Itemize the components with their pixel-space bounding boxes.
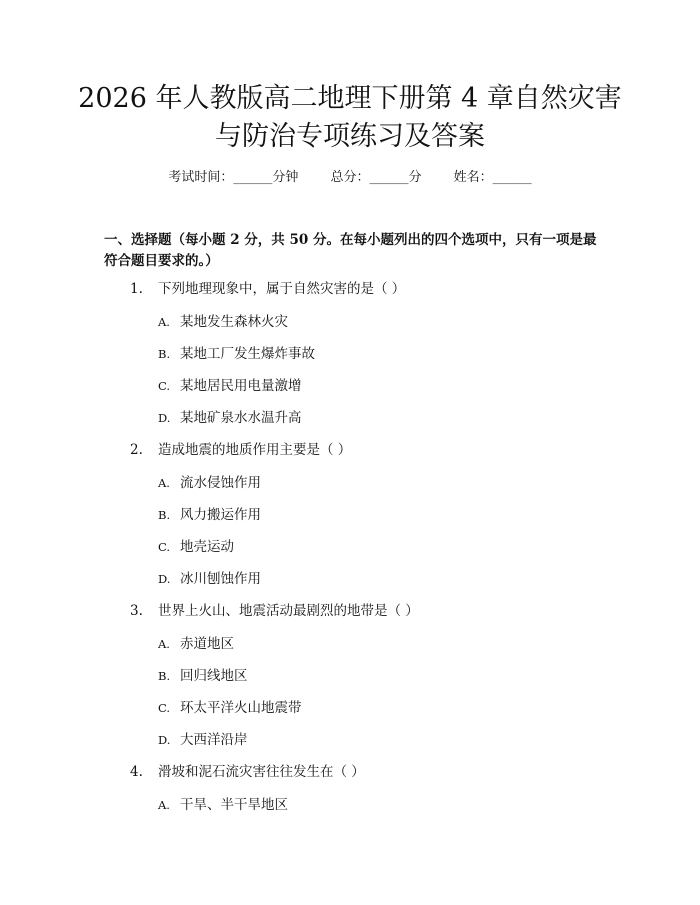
option-letter: D. [158,733,171,747]
option-letter: C. [158,701,171,715]
option-letter: A. [158,798,170,812]
question-stem: 下列地理现象中，属于自然灾害的是（ ） [158,281,406,297]
option-2d [0,569,700,601]
option-1d [0,408,700,440]
option-3d [0,730,700,762]
option-letter: D. [158,572,171,586]
question-number: 1. [130,281,143,297]
option-letter: C. [158,379,171,393]
option-3b [0,666,700,698]
question-number: 4. [130,764,143,780]
document-title [60,80,640,156]
question-3 [0,601,700,634]
option-text: 干旱、半干旱地区 [180,797,288,813]
option-letter: A. [158,637,170,651]
option-letter: D. [158,411,171,425]
option-text: 风力搬运作用 [180,507,261,523]
option-letter: B. [158,669,171,683]
option-text: 赤道地区 [180,636,234,652]
option-letter: A. [158,476,170,490]
option-text: 某地工厂发生爆炸事故 [180,346,315,362]
total-score-field: 总分：______分 [330,170,422,185]
option-1b [0,344,700,376]
exam-time-field: 考试时间：______分钟 [168,170,299,185]
option-3c [0,698,700,730]
option-text: 地壳运动 [180,539,234,555]
question-stem: 滑坡和泥石流灾害往往发生在（ ） [158,764,365,780]
exam-info [0,169,700,187]
question-list [0,279,700,827]
option-1a [0,312,700,344]
question-2 [0,440,700,473]
question-number: 3. [130,603,143,619]
option-text: 回归线地区 [180,668,248,684]
option-text: 某地居民用电量激增 [180,378,302,394]
question-1 [0,279,700,312]
option-2b [0,505,700,537]
option-letter: A. [158,315,170,329]
option-letter: B. [158,347,171,361]
option-2c [0,537,700,569]
option-4a [0,795,700,827]
option-text: 某地矿泉水水温升高 [180,410,302,426]
option-text: 大西洋沿岸 [180,732,248,748]
question-number: 2. [130,442,143,458]
option-text: 某地发生森林火灾 [180,314,288,330]
student-name-field: 姓名：______ [453,170,532,185]
option-text: 冰川刨蚀作用 [180,571,261,587]
option-text: 流水侵蚀作用 [180,475,261,491]
question-4 [0,762,700,795]
title-line-1: 2026 年人教版高二地理下册第 4 章自然灾害 [78,83,622,114]
question-stem: 世界上火山、地震活动最剧烈的地带是（ ） [158,603,419,619]
title-line-2: 与防治专项练习及答案 [215,121,485,152]
option-3a [0,634,700,666]
option-2a [0,473,700,505]
option-letter: C. [158,540,171,554]
section-heading: 一、选择题（每小题 2 分，共 50 分。在每小题列出的四个选项中，只有一项是最符合题目要求的。） [104,232,597,269]
question-stem: 造成地震的地质作用主要是（ ） [158,442,352,458]
option-letter: B. [158,508,171,522]
option-text: 环太平洋火山地震带 [180,700,302,716]
option-1c [0,376,700,408]
